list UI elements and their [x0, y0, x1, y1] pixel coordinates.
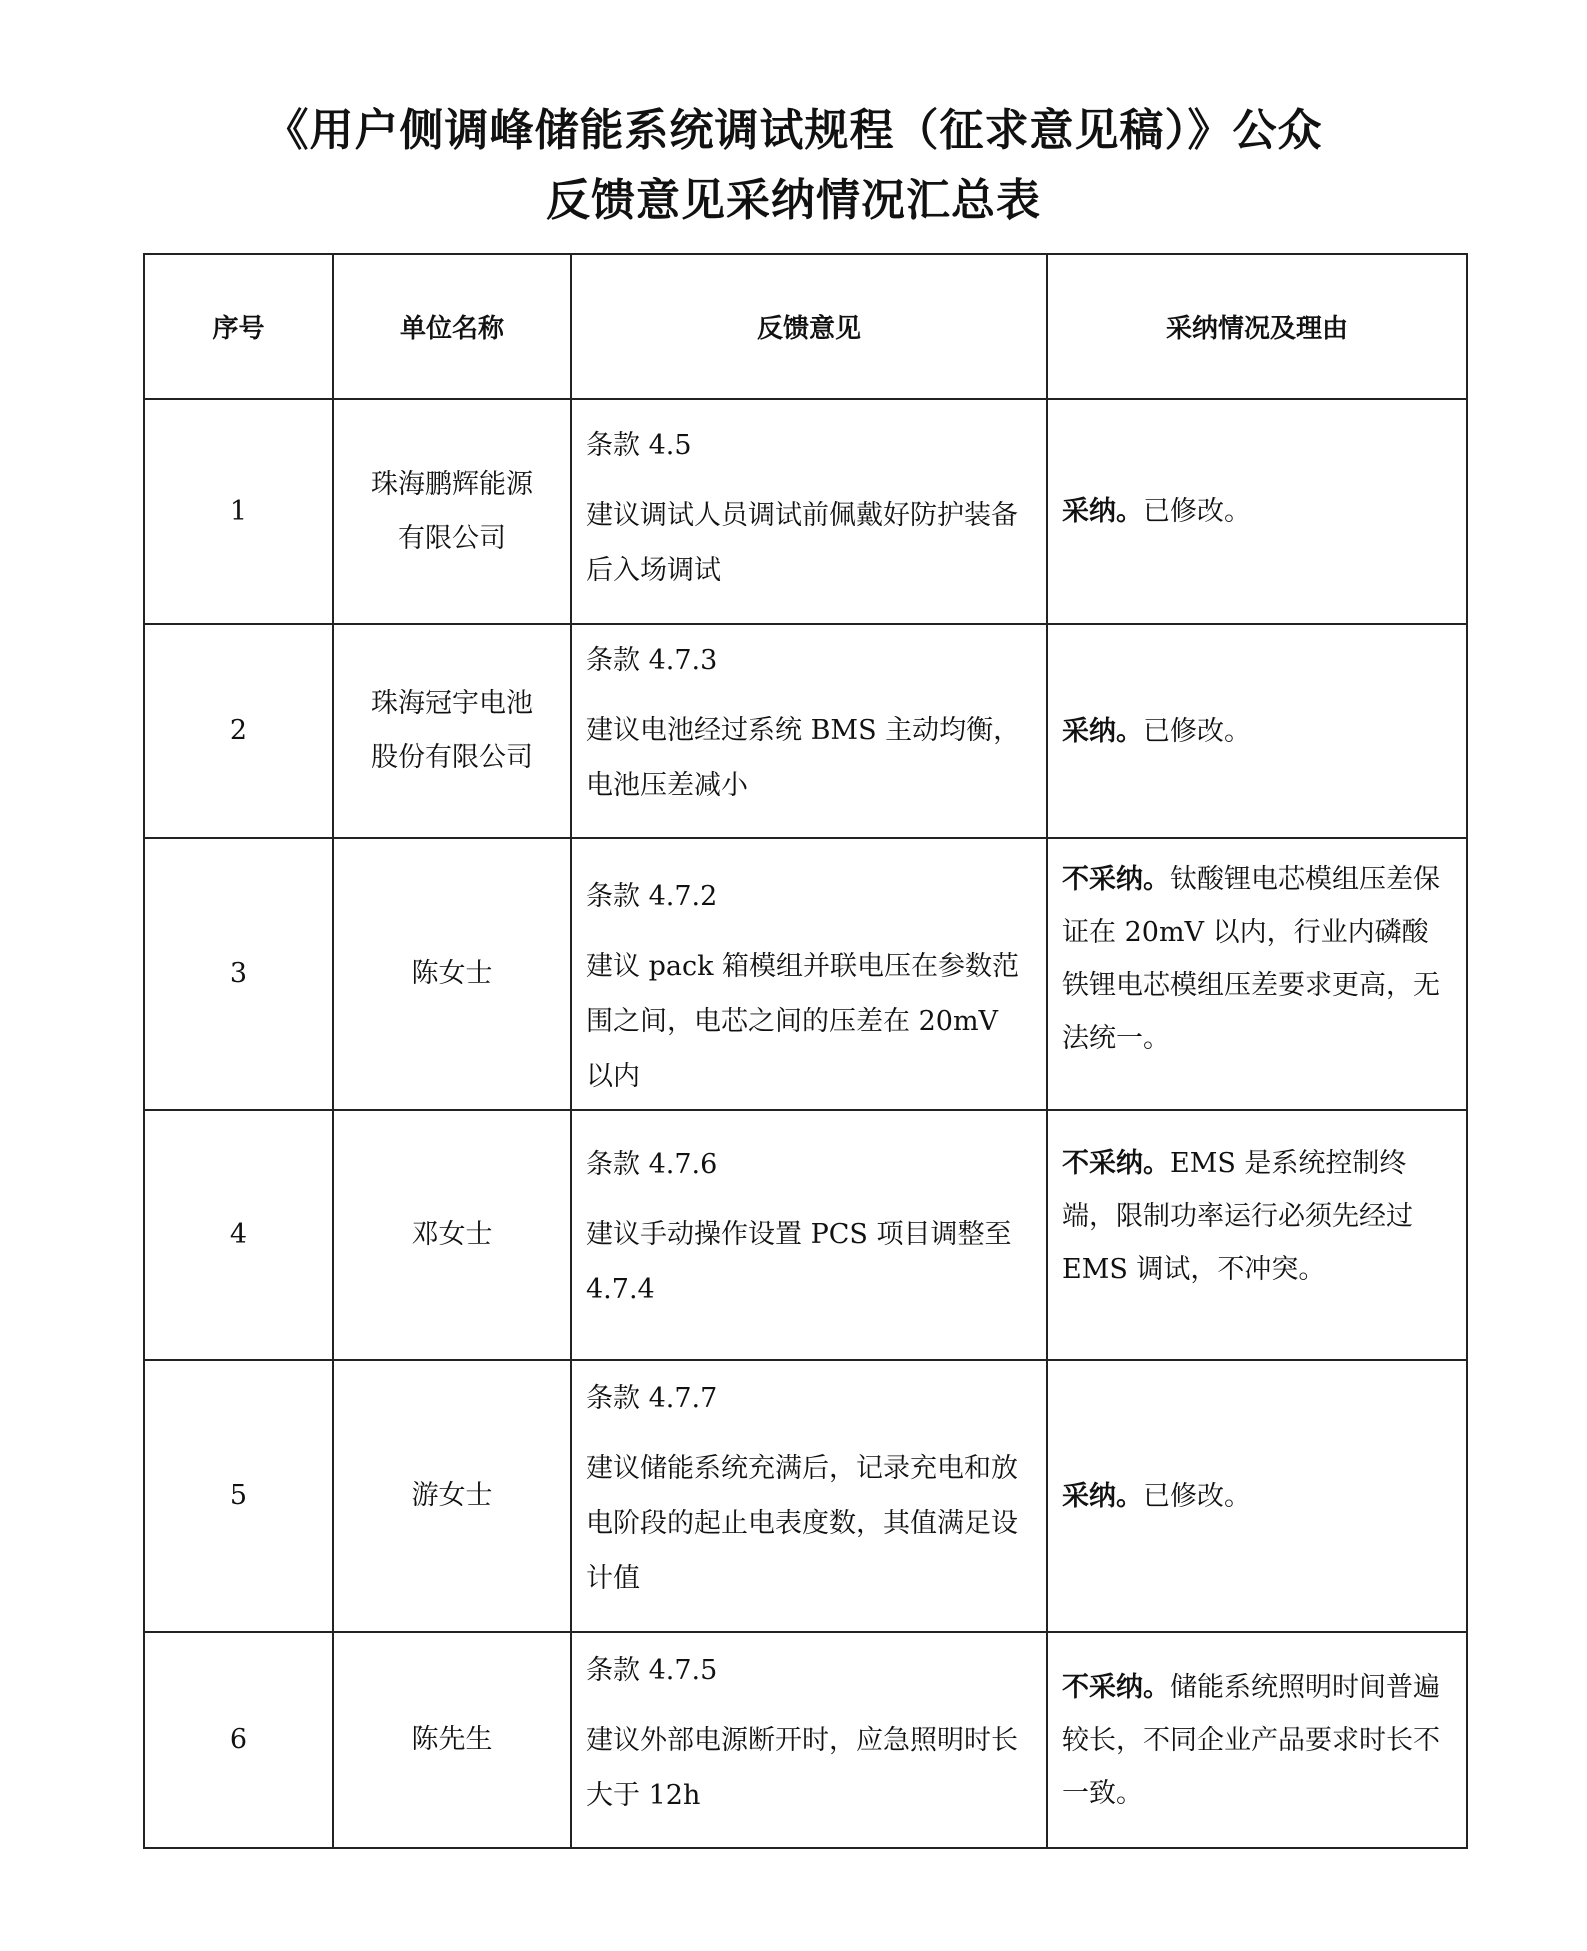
feedback-text: 建议外部电源断开时，应急照明时长大于 12h [586, 1725, 1018, 1811]
table-row [144, 624, 1467, 838]
row-unit [333, 624, 571, 838]
row-feedback [571, 1110, 1047, 1360]
table-header-row [144, 254, 1467, 399]
unit-name: 陈先生 [411, 1724, 493, 1755]
clause-ref: 条款 4.7.5 [586, 1655, 718, 1686]
feedback-text: 建议 pack 箱模组并联电压在参数范围之间，电芯之间的压差在 20mV 以内 [586, 951, 1020, 1092]
row-adoption [1047, 1632, 1467, 1848]
row-no: 3 [144, 838, 333, 1110]
row-feedback [571, 1632, 1047, 1848]
decision: 不采纳。 [1062, 1671, 1170, 1703]
row-unit [333, 1360, 571, 1632]
row-no: 5 [144, 1360, 333, 1632]
feedback-text: 建议电池经过系统 BMS 主动均衡，电池压差减小 [586, 715, 1021, 801]
row-unit [333, 1110, 571, 1360]
row-feedback [571, 399, 1047, 624]
unit-name: 游女士 [411, 1480, 493, 1511]
table-row [144, 838, 1467, 1110]
row-unit [333, 1632, 571, 1848]
unit-name: 珠海冠宇电池股份有限公司 [371, 688, 533, 773]
row-unit [333, 399, 571, 624]
reason: 钛酸锂电芯模组压差保证在 20mV 以内，行业内磷酸铁锂电芯模组压差要求更高，无法统一。 [1062, 864, 1440, 1054]
page-title-line-1: 《用户侧调峰储能系统调试规程（征求意见稿）》公众 [264, 105, 1323, 156]
row-feedback [571, 838, 1047, 1110]
table-row [144, 1360, 1467, 1632]
feedback-text: 建议调试人员调试前佩戴好防护装备后入场调试 [586, 500, 1018, 586]
clause-ref: 条款 4.7.3 [586, 645, 718, 676]
decision: 不采纳。 [1062, 1148, 1170, 1179]
table-row [144, 1632, 1467, 1848]
unit-name: 邓女士 [411, 1219, 493, 1250]
row-unit [333, 838, 571, 1110]
feedback-table [143, 253, 1468, 1849]
row-no: 4 [144, 1110, 333, 1360]
row-adoption [1047, 1110, 1467, 1360]
row-adoption [1047, 1360, 1467, 1632]
decision: 采纳。 [1062, 1480, 1143, 1512]
row-adoption [1047, 399, 1467, 624]
row-adoption [1047, 624, 1467, 838]
reason: 已修改。 [1143, 715, 1251, 747]
row-feedback [571, 624, 1047, 838]
reason: 储能系统照明时间普遍较长，不同企业产品要求时长不一致。 [1062, 1671, 1440, 1809]
clause-ref: 条款 4.7.2 [586, 881, 718, 912]
row-no: 1 [144, 399, 333, 624]
clause-ref: 条款 4.7.6 [586, 1149, 718, 1180]
table-row [144, 399, 1467, 624]
header-no: 序号 [144, 254, 333, 399]
reason: 已修改。 [1143, 496, 1251, 527]
row-feedback [571, 1360, 1047, 1632]
row-no: 2 [144, 624, 333, 838]
clause-ref: 条款 4.5 [586, 430, 692, 461]
row-adoption [1047, 838, 1467, 1110]
header-feedback: 反馈意见 [571, 254, 1047, 399]
page-title-line-2: 反馈意见采纳情况汇总表 [546, 175, 1041, 226]
reason: EMS 是系统控制终端，限制功率运行必须先经过 EMS 调试，不冲突。 [1062, 1148, 1413, 1285]
header-unit: 单位名称 [333, 254, 571, 399]
decision: 不采纳。 [1062, 864, 1170, 895]
reason: 已修改。 [1143, 1480, 1251, 1512]
unit-name: 陈女士 [411, 958, 493, 989]
feedback-text: 建议手动操作设置 PCS 项目调整至 4.7.4 [586, 1219, 1012, 1305]
table-row [144, 1110, 1467, 1360]
decision: 采纳。 [1062, 496, 1143, 527]
clause-ref: 条款 4.7.7 [586, 1383, 718, 1414]
decision: 采纳。 [1062, 715, 1143, 747]
header-adoption: 采纳情况及理由 [1047, 254, 1467, 399]
unit-name: 珠海鹏辉能源有限公司 [371, 468, 533, 554]
feedback-text: 建议储能系统充满后，记录充电和放电阶段的起止电表度数，其值满足设计值 [586, 1453, 1018, 1594]
row-no: 6 [144, 1632, 333, 1848]
